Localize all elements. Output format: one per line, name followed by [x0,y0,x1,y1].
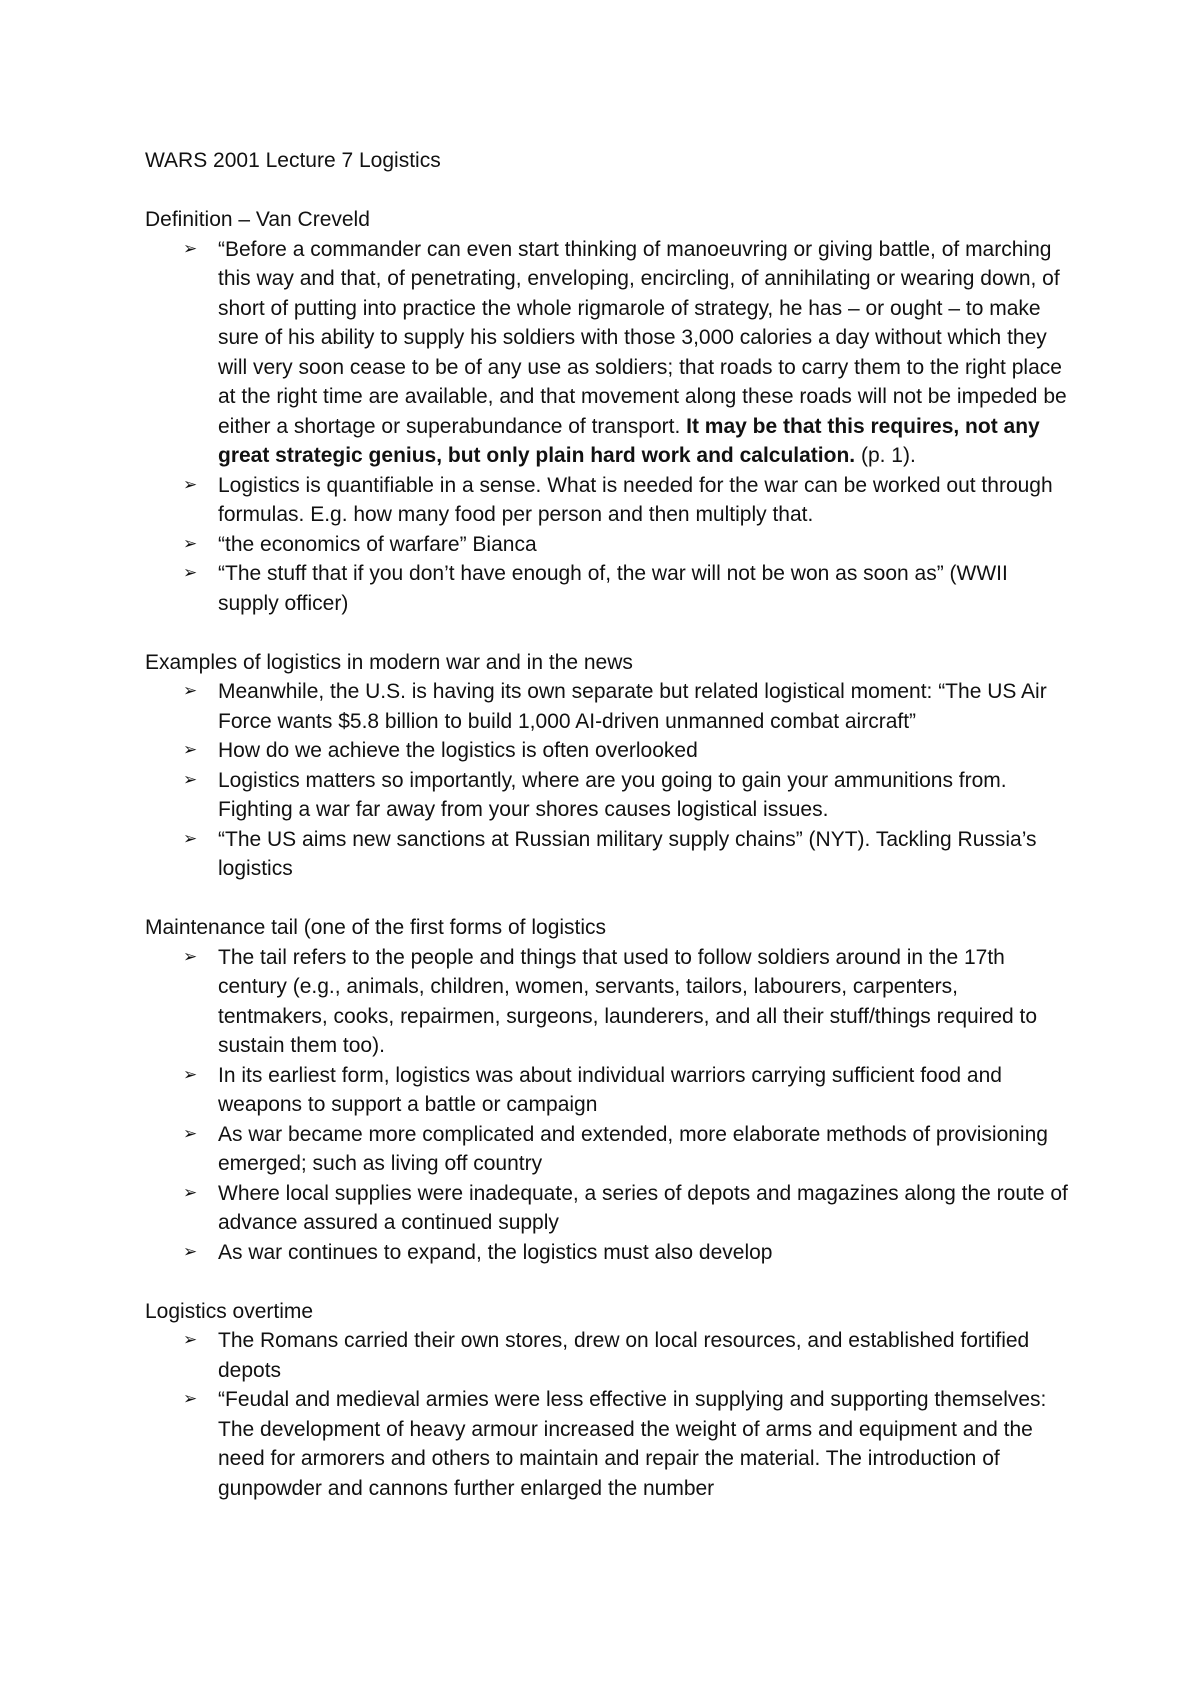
arrow-bullet-icon: ➢ [183,1330,198,1350]
arrow-bullet-icon: ➢ [183,563,198,583]
arrow-bullet-icon: ➢ [183,474,198,495]
bullet-item [145,1179,1070,1238]
document-title: WARS 2001 Lecture 7 Logistics [145,149,441,172]
bullet-item [145,1385,1070,1503]
section-modern-examples [145,648,1070,884]
bullet-text: Logistics matters so importantly, where are you going to gain your ammunitions from. Fighting a war far away from your shores causes logistical issues. [218,768,1007,821]
section-heading: Examples of logistics in modern war and in the news [145,650,633,674]
bullet-item [145,1238,1070,1268]
bullet-item [145,235,1070,471]
bullet-text: The Romans carried their own stores, drew on local resources, and established fortified depots [218,1329,1030,1382]
bullet-item [145,559,1070,618]
bullet-list [145,943,1070,1268]
bullet-text: “The stuff that if you don’t have enough of, the war will not be won as soon as” (WWII supply officer) [218,562,1008,615]
bullet-item [145,530,1070,560]
bullet-bold-text: It may be that this requires, not any great strategic genius, but only plain hard work and calculation. [218,414,1040,467]
bullet-item [145,943,1070,1061]
bullet-text: How do we achieve the logistics is often overlooked [218,739,698,762]
bullet-text: Logistics is quantifiable in a sense. What is needed for the war can be worked out through formulas. E.g. how many food per person and then multiply that. [218,473,1053,526]
bullet-text: “Before a commander can even start thinking of manoeuvring or giving battle, of marching this way and that, of penetrating, enveloping, encircling, of annihilating or wearing down, of short of putting into practice the whole rigmarole of strategy, he has – or ought – to make sure of his ability to supply his soldiers with those 3,000 calories a day without which they will very soon cease to be of any use as soldiers; that roads to carry them to the right place at the right time are available, and that movement along these roads will not be impeded be either a shortage or superabundance of transport. [218,237,1067,438]
arrow-bullet-icon: ➢ [183,533,198,554]
section-heading: Maintenance tail (one of the first forms of logistics [145,916,607,939]
arrow-bullet-icon: ➢ [183,1241,198,1262]
arrow-bullet-icon: ➢ [183,946,198,967]
bullet-text: Where local supplies were inadequate, a series of depots and magazines along the route of advance assured a continued supply [218,1181,1068,1234]
blank-line [145,884,1070,914]
bullet-text: “The US aims new sanctions at Russian military supply chains” (NYT). Tackling Russia’s logistics [218,827,1037,880]
bullet-item [145,1061,1070,1120]
section-maintenance-tail [145,913,1070,1267]
arrow-bullet-icon: ➢ [183,1123,198,1144]
section-heading: Logistics overtime [145,1299,314,1323]
arrow-bullet-icon: ➢ [183,828,198,849]
bullet-text: “Feudal and medieval armies were less effective in supplying and supporting themselves: The development of heavy armour increased the weight of arms and equipment and the need for armorers and others to maintain and repair the material. The introduction of gunpowder and cannons further enlarged the number [218,1388,1047,1500]
bullet-text: The tail refers to the people and things that used to follow soldiers around in the 17th century (e.g., animals, children, women, servants, tailors, labourers, carpenters, tentmakers, cooks, repairmen, surgeons, launderers, and all their stuff/things required to sustain them too). [218,945,1038,1057]
bullet-text: “the economics of warfare” Bianca [218,532,537,556]
blank-line [145,618,1070,648]
bullet-text: As war became more complicated and extended, more elaborate methods of provisioning emerged; such as living off country [218,1122,1048,1175]
blank-line [145,1267,1070,1297]
bullet-tail-text: (p. 1). [855,444,916,467]
bullet-item [145,677,1070,736]
bullet-list [145,677,1070,884]
bullet-item [145,766,1070,825]
section-heading: Definition – Van Creveld [145,208,370,231]
arrow-bullet-icon: ➢ [183,740,198,760]
bullet-list [145,1326,1070,1503]
arrow-bullet-icon: ➢ [183,769,198,790]
bullet-item [145,825,1070,884]
arrow-bullet-icon: ➢ [183,238,198,259]
bullet-item [145,736,1070,766]
arrow-bullet-icon: ➢ [183,681,198,701]
bullet-text: As war continues to expand, the logistics must also develop [218,1240,773,1264]
section-logistics-overtime [145,1297,1070,1504]
arrow-bullet-icon: ➢ [183,1389,198,1409]
blank-line [145,176,1070,206]
bullet-item [145,1326,1070,1385]
bullet-list [145,235,1070,619]
arrow-bullet-icon: ➢ [183,1182,198,1203]
bullet-item [145,471,1070,530]
bullet-item [145,1120,1070,1179]
bullet-text: In its earliest form, logistics was about individual warriors carrying sufficient food and weapons to support a battle or campaign [218,1063,1002,1116]
bullet-text: Meanwhile, the U.S. is having its own separate but related logistical moment: “The US Air Force wants $5.8 billion to build 1,000 AI-driven unmanned combat aircraft” [218,680,1047,733]
section-definition [145,205,1070,618]
arrow-bullet-icon: ➢ [183,1064,198,1085]
